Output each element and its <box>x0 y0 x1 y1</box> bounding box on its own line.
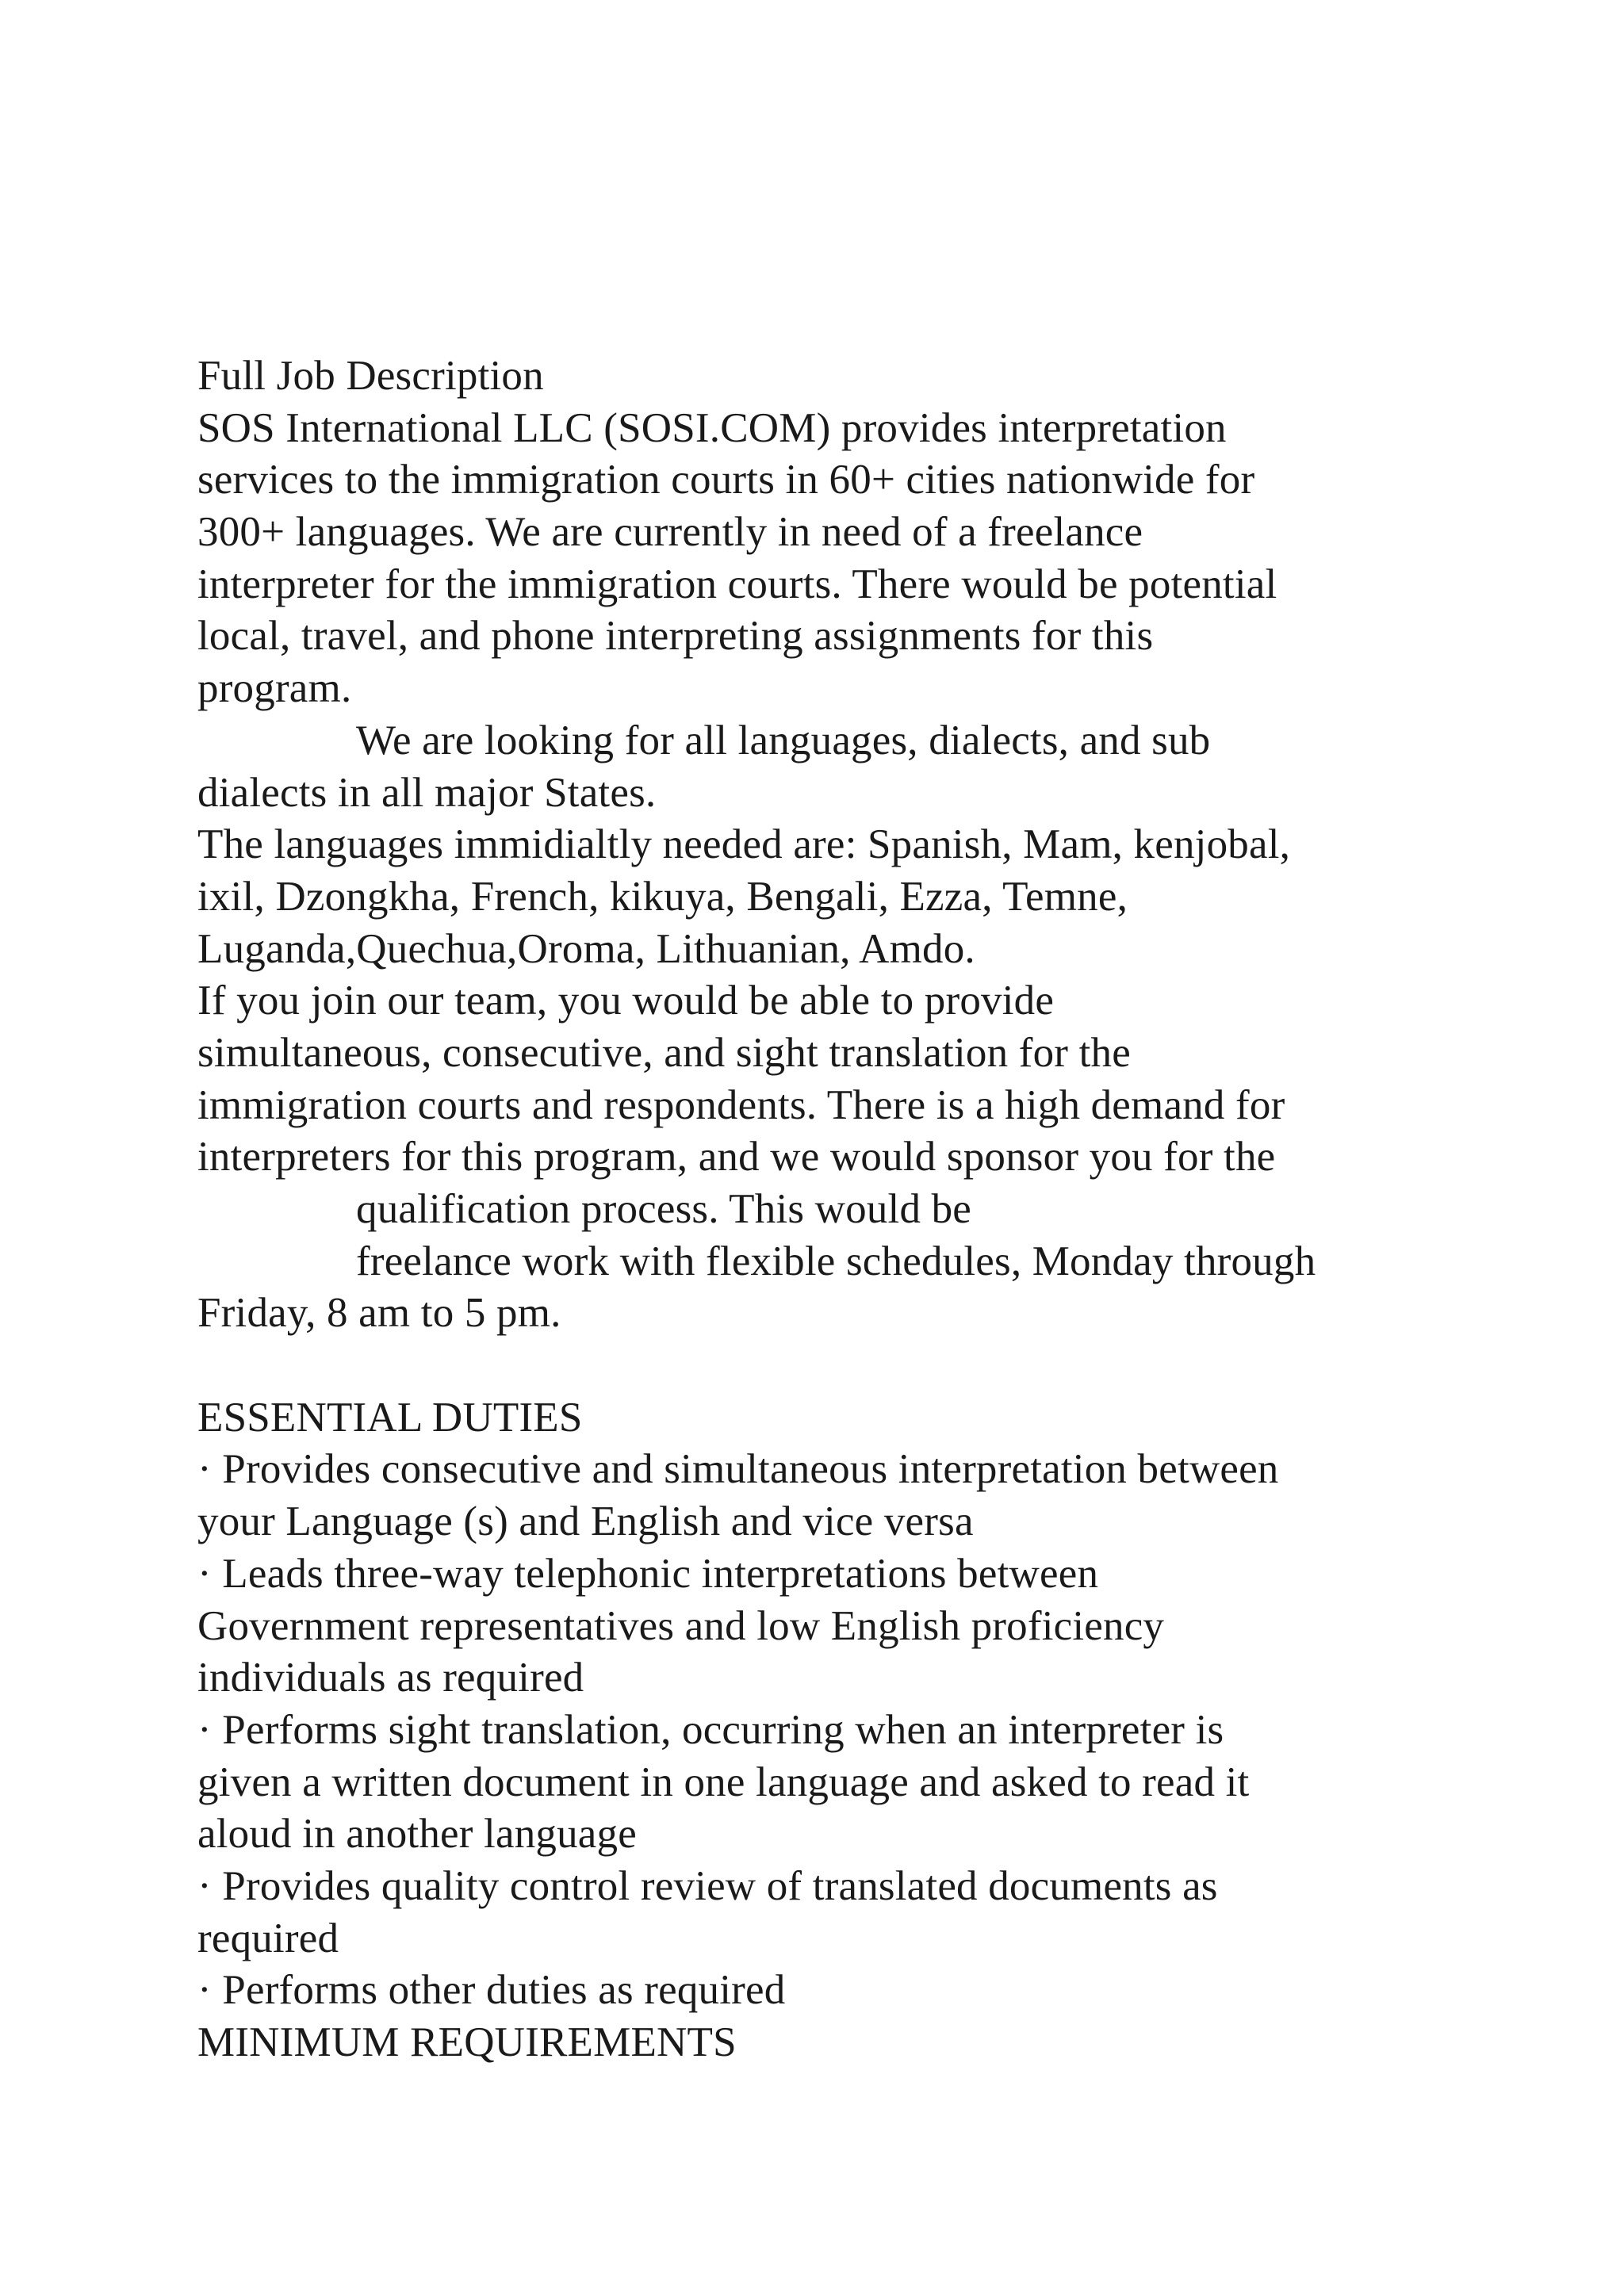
intro-line: 300+ languages. We are currently in need of a freelance <box>197 509 1143 556</box>
duty-line: · Performs sight translation, occurring when an interpreter is <box>197 1706 1224 1753</box>
duty-line: · Leads three-way telephonic interpretations between <box>197 1550 1099 1597</box>
team-line: freelance work with flexible schedules, Monday through <box>356 1238 1316 1284</box>
looking-line: We are looking for all languages, dialects, and sub <box>356 717 1211 763</box>
duty-line: · Provides consecutive and simultaneous interpretation between <box>197 1446 1279 1493</box>
duty-line: · Performs other duties as required <box>197 1967 786 2014</box>
languages-line: The languages immidialtly needed are: Spanish, Mam, kenjobal, <box>197 821 1291 868</box>
intro-line: services to the immigration courts in 60+ cities nationwide for <box>197 457 1255 503</box>
team-line: Friday, 8 am to 5 pm. <box>197 1290 561 1337</box>
team-line: immigration courts and respondents. There is a high demand for <box>197 1081 1285 1128</box>
duty-line: aloud in another language <box>197 1811 637 1858</box>
duty-line: · Provides quality control review of translated documents as <box>197 1862 1218 1909</box>
team-line: interpreters for this program, and we would sponsor you for the <box>197 1134 1276 1181</box>
duties-heading: ESSENTIAL DUTIES <box>197 1394 583 1441</box>
duty-line: your Language (s) and English and vice versa <box>197 1498 974 1545</box>
requirements-heading: MINIMUM REQUIREMENTS <box>197 2019 737 2065</box>
blank-line <box>197 1340 1514 1392</box>
intro-line: local, travel, and phone interpreting assignments for this <box>197 613 1154 660</box>
document-body <box>197 350 1514 2069</box>
languages-line: ixil, Dzongkha, French, kikuya, Bengali, Ezza, Temne, <box>197 873 1128 920</box>
looking-line: dialects in all major States. <box>197 769 657 816</box>
intro-line: interpreter for the immigration courts. There would be potential <box>197 561 1277 607</box>
document-title: Full Job Description <box>197 353 544 399</box>
intro-line: program. <box>197 665 352 712</box>
duty-line: individuals as required <box>197 1655 584 1701</box>
team-line: simultaneous, consecutive, and sight translation for the <box>197 1029 1131 1076</box>
duty-line: given a written document in one language and asked to read it <box>197 1758 1250 1805</box>
duty-line: required <box>197 1915 339 1961</box>
team-line: qualification process. This would be <box>356 1186 972 1232</box>
duty-line: Government representatives and low English proficiency <box>197 1602 1165 1649</box>
languages-line: Luganda,Quechua,Oroma, Lithuanian, Amdo. <box>197 925 975 972</box>
team-line: If you join our team, you would be able to provide <box>197 978 1055 1024</box>
intro-line: SOS International LLC (SOSI.COM) provides interpretation <box>197 404 1227 451</box>
